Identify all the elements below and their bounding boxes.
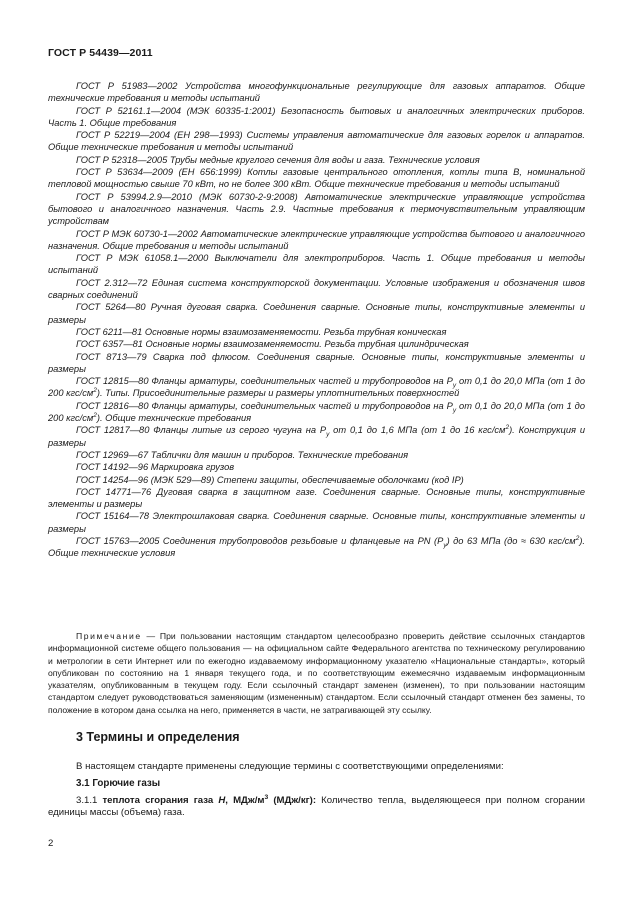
term-name: теплота сгорания газа H, МДж/$м^3$ (МДж/кг): [102,793,317,806]
reference-item: ГОСТ 12969—67 Таблички для машин и приборов. Технические требования [76,449,409,460]
standard-code-header: ГОСТ Р 54439—2011 [48,47,153,59]
reference-item: ГОСТ 6211—81 Основные нормы взаимозаменяемости. Резьба трубная коническая [76,326,447,337]
reference-item: ГОСТ 15164—78 Электрошлаковая сварка. Соединения сварные. Основные типы, конструктивные элементы и размеры [48,511,585,534]
reference-item: ГОСТ Р 52161.1—2004 (МЭК 60335-1:2001) Безопасность бытовых и аналогичных электрических приборов. Часть 1. Общие требования [48,105,585,128]
reference-item: ГОСТ 12817—80 Фланцы литые из серого чугуна на $P_у$ от 0,1 до 1,6 МПа (от 1 до 16 кгс/$см^2$). Конструкция и размеры [48,424,585,448]
section-heading: 3 Термины и определения [76,730,240,744]
reference-item: ГОСТ Р 52318—2005 Трубы медные круглого сечения для воды и газа. Технические условия [76,154,480,165]
reference-item: ГОСТ Р МЭК 61058.1—2000 Выключатели для электроприборов. Часть 1. Общие требования и методы испытаний [48,253,585,276]
note-block [48,630,585,716]
term-definition [48,795,585,820]
reference-item: ГОСТ 6357—81 Основные нормы взаимозаменяемости. Резьба трубная цилиндрическая [76,339,469,350]
subsection-heading: 3.1 Горючие газы [76,778,161,789]
note-label: Примечание [76,631,142,641]
reference-item: ГОСТ 2.312—72 Единая система конструкторской документации. Условные изображения и обозначения швов сварных соединений [48,277,585,301]
term-number: 3.1.1 [76,795,103,806]
term-definition-text: Количество тепла, выделяющееся при полном сгорании единицы массы (объема) газа. [48,795,585,819]
page-number: 2 [48,838,54,849]
reference-item: ГОСТ Р МЭК 60730-1—2002 Автоматические электрические управляющие устройства бытового и аналогичного назначения. Общие требования и методы испытаний [48,228,585,251]
note-text: — При пользовании настоящим стандартом целесообразно проверить действие ссылочных стандартов информационной системе общего пользования — на официальном сайте Федерального агентства по техническому регулированию и метрологии в сети Интернет или по ежегодно издаваемому информационному указателю «Национальные стандарты», который опубликован по состоянию на 1 января текущего года, и по соответствующим ежемесячно издаваемым информационным указателям, опубликованным в текущем году. Если ссылочный стандарт заменен (изменен), то при пользовании настоящим стандартом следует руководствоваться заменяющим (измененным) стандартом. Если ссылочный стандарт отменен без замены, то положение в котором дана ссылка на него, применяется в части, не затрагивающей эту ссылку. [48,631,585,715]
reference-item: ГОСТ Р 53634—2009 (ЕН 656:1999) Котлы газовые центрального отопления, котлы типа В, номинальной тепловой мощностью свыше 70 кВт, но не более 300 кВт. Общие технические требования и методы испытаний [48,167,585,190]
reference-item: ГОСТ 14771—76 Дуговая сварка в защитном газе. Соединения сварные. Основные типы, конструктивные элементы и размеры [48,486,585,510]
reference-item: ГОСТ 12815—80 Фланцы арматуры, соединительных частей и трубопроводов на $P_у$ от 0,1 до 20,0 МПа (от 1 до 200 кгс/$см^2$). Типы. Присоединительные размеры и размеры уплотнительных поверхностей [48,376,585,399]
reference-item: ГОСТ 15763—2005 Соединения трубопроводов резьбовые и фланцевые на PN $(P_у)$ до 63 МПа (до ≈ 630 кгс/$см^2$). Общие технические условия [48,534,585,559]
reference-item: ГОСТ 14192—96 Маркировка грузов [76,462,235,473]
reference-item: ГОСТ Р 53994.2.9—2010 (МЭК 60730-2-9:2008) Автоматические электрические управляющие устройства бытового и аналогичного назначения. Часть 2.9. Частные требования к термочувствительным управляющим устройствам [48,191,585,227]
section-intro: В настоящем стандарте применены следующие термины с соответствующими определениями: [76,761,504,772]
reference-item: ГОСТ 14254—96 (МЭК 529—89) Степени защиты, обеспечиваемые оболочками (код IP) [76,474,464,485]
normative-references [48,80,585,560]
reference-item: ГОСТ Р 51983—2002 Устройства многофункциональные регулирующие для газовых аппаратов. Общие технические требования и методы испытаний [48,81,585,104]
reference-item: ГОСТ 5264—80 Ручная дуговая сварка. Соединения сварные. Основные типы, конструктивные элементы и размеры [48,302,585,325]
reference-item: ГОСТ 12816—80 Фланцы арматуры, соединительных частей и трубопроводов на $P_у$ от 0,1 до 20,0 МПа (от 1 до 200 кгс/$см^2$). Общие технические требования [48,400,585,424]
reference-item: ГОСТ 8713—79 Сварка под флюсом. Соединения сварные. Основные типы, конструктивные элементы и размеры [48,351,585,374]
reference-item: ГОСТ Р 52219—2004 (ЕН 298—1993) Системы управления автоматические для газовых горелок и аппаратов. Общие технические требования и методы испытаний [48,130,585,153]
